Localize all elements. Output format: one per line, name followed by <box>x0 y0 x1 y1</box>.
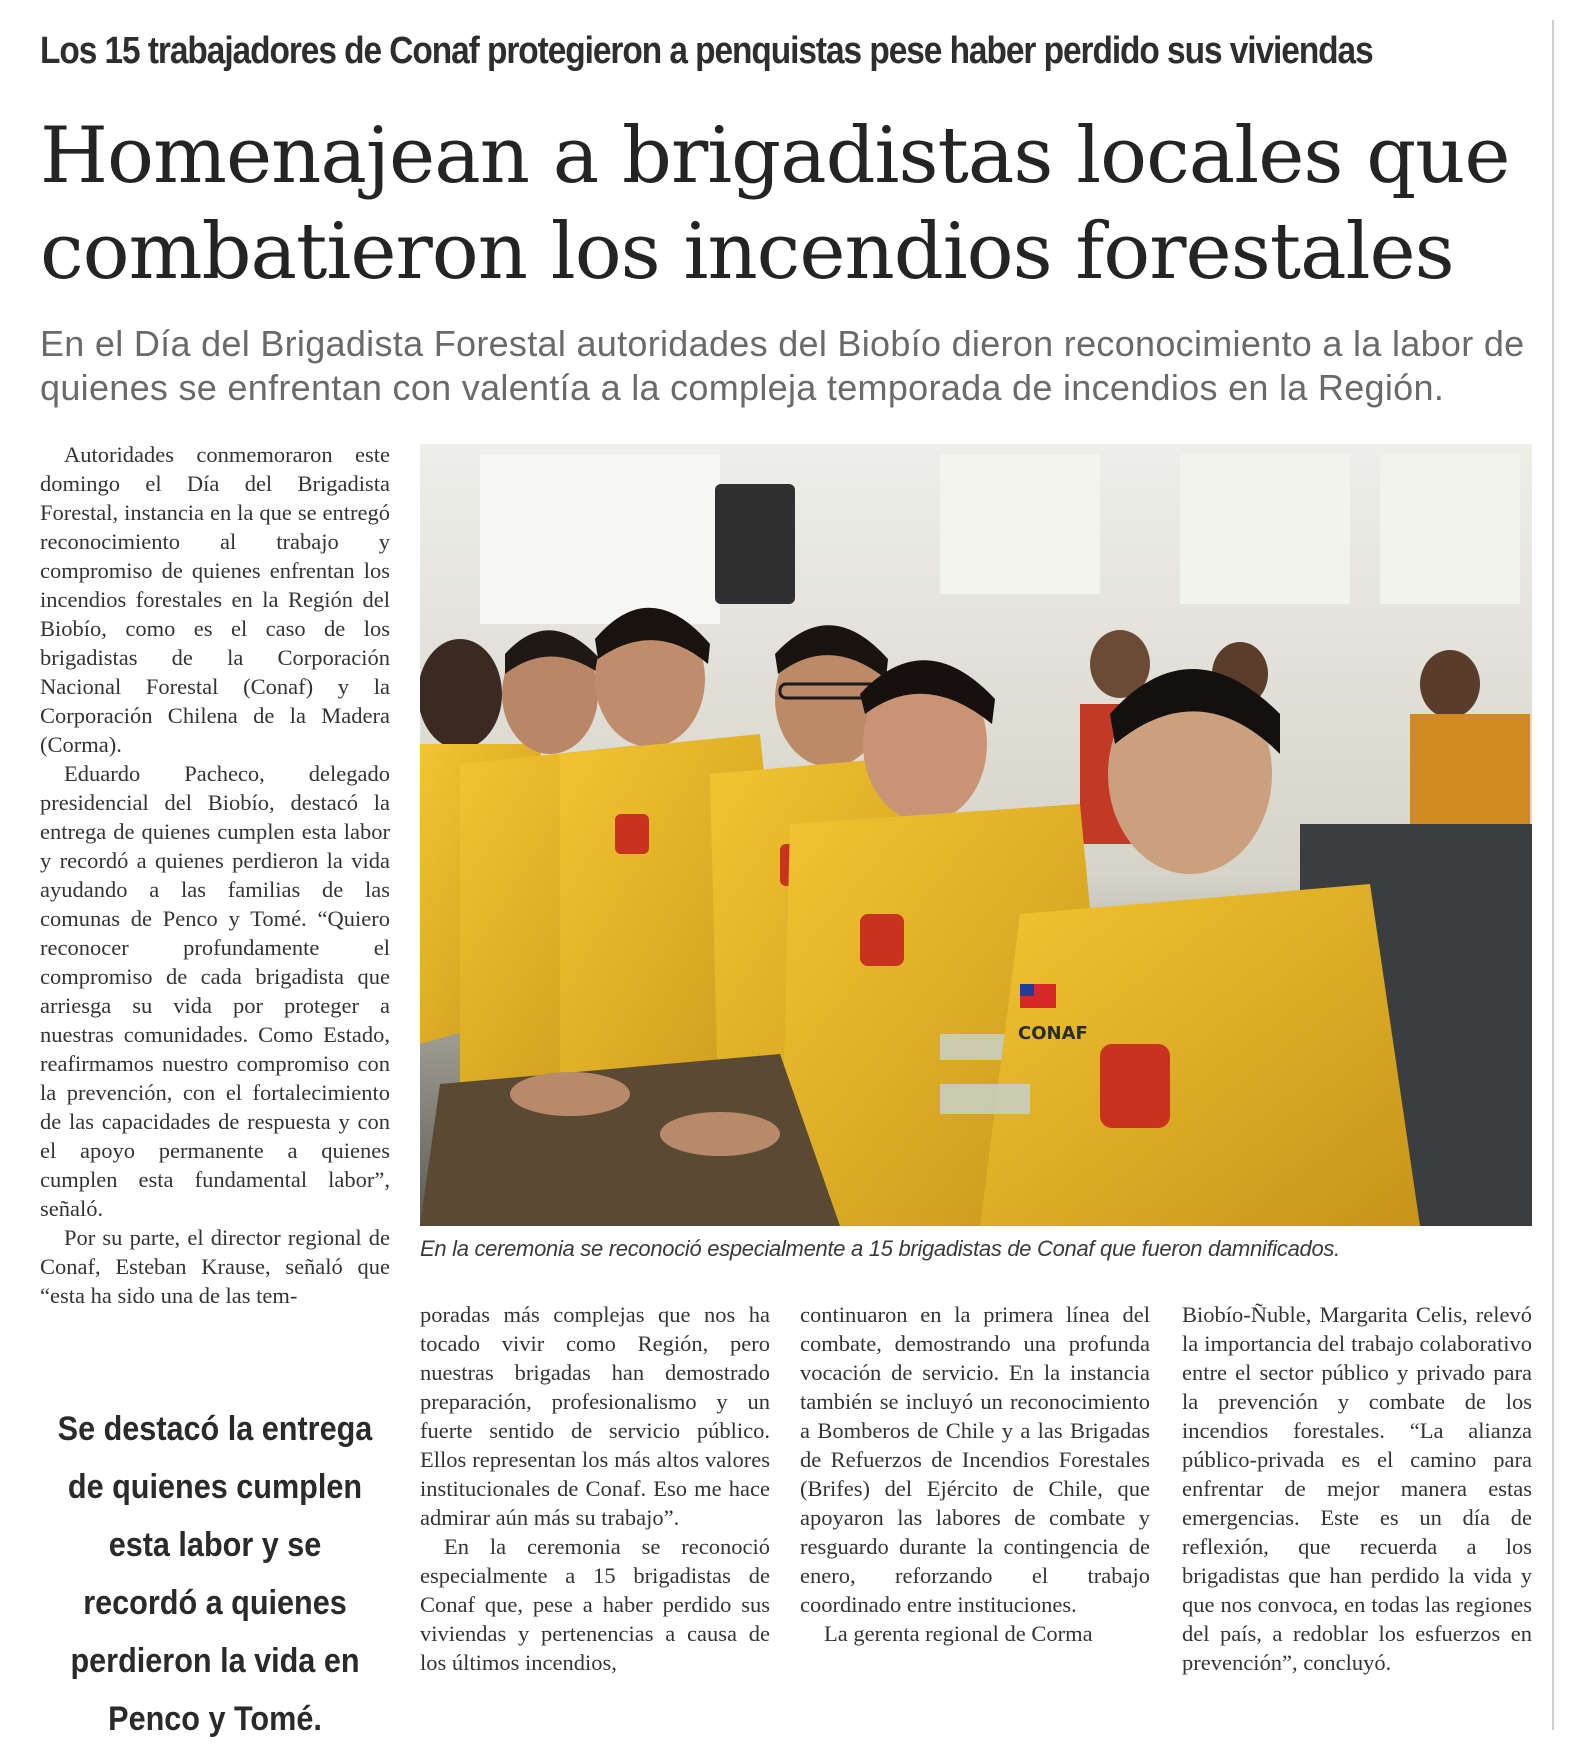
window <box>480 454 720 624</box>
brigadista-head <box>420 639 502 749</box>
headline-line-2: combatieron los incendios forestales <box>40 207 1454 297</box>
paragraph: Autoridades conmemoraron este domingo el Día del Brigadista Forestal, instancia en la que se entregó reconocimiento al trabajo y compromiso de quienes enfrentan los incendios forestales en la Región del Biobío, como es el caso de los brigadistas de la Corporación Nacional Forestal (Conaf) y la Corporación Chilena de la Madera (Corma). <box>40 442 390 757</box>
headline <box>40 108 1540 300</box>
headline-line-1: Homenajean a brigadistas locales que <box>40 111 1510 201</box>
speaker <box>715 484 795 604</box>
kicker: Los 15 trabajadores de Conaf protegieron a penquistas pese haber perdido sus viviendas <box>40 30 1373 72</box>
paragraph: continuaron en la primera línea del combate, demostrando una profunda vocación de servicio. En la instancia también se incluyó un reconocimiento a Bomberos de Chile y a las Brigadas de Refuerzos de Incendios Forestales (Brifes) del Ejército de Chile, que apoyaron las labores de combate y resguardo durante la contingencia de enero, reforzando el trabajo coordinado entre instituciones. <box>800 1302 1150 1617</box>
chile-flag-patch-blue <box>1020 984 1034 996</box>
page-edge-rule <box>1552 20 1554 1730</box>
reflective-stripe <box>940 1084 1030 1114</box>
paragraph: Biobío-Ñuble, Margarita Celis, relevó la importancia del trabajo colaborativo entre el sector público y privado para la prevención y combate de los incendios forestales. “La alianza público-privada es el camino para enfrentar de mejor manera estas emergencias. Este es un día de reflexión, que recuerda a los brigadistas que han perdido la vida y que nos convoca, en todas las regiones del país, a redoblar los esfuerzos en prevención”, concluyó. <box>1182 1302 1532 1675</box>
photo-caption: En la ceremonia se reconoció especialmente a 15 brigadistas de Conaf que fueron damnificados. <box>420 1236 1340 1261</box>
paragraph: poradas más complejas que nos ha tocado vivir como Región, pero nuestras brigadas han demostrado preparación, profesionalismo y un fuerte sentido de servicio público. Ellos representan los más altos valores institucionales de Conaf. Eso me hace admirar aún más su trabajo”. <box>420 1302 770 1530</box>
brigadista-hands <box>510 1072 630 1116</box>
window <box>940 454 1100 594</box>
window <box>1380 454 1520 604</box>
uniform-badge <box>615 814 649 854</box>
subhead: En el Día del Brigadista Forestal autoridades del Biobío dieron reconocimiento a la labor de quienes se enfrentan con valentía a la compleja temporada de incendios en la Región. <box>40 323 1525 408</box>
body-column-3 <box>800 1300 1150 1648</box>
paragraph: Eduardo Pacheco, delegado presidencial del Biobío, destacó la entrega de quienes cumplen esta labor y recordó a quienes perdieron la vida ayudando a las familias de las comunas de Penco y Tomé. “Quiero reconocer profundamente el compromiso de cada brigadista que arriesga su vida por proteger a nuestras comunidades. Como Estado, reafirmamos nuestro compromiso con la prevención, con el fortalecimiento de las capacidades de respuesta y con el apoyo permanente a quienes cumplen esta fundamental labor”, señaló. <box>40 761 390 1221</box>
paragraph: En la ceremonia se reconoció especialmente a 15 brigadistas de Conaf que, pese a haber perdido sus viviendas y pertenencias a causa de los últimos incendios, <box>420 1534 770 1675</box>
article-photo <box>420 444 1532 1226</box>
audience-body <box>1410 714 1530 834</box>
brigadistas-photo <box>420 444 1532 1226</box>
uniform-badge <box>1100 1044 1170 1128</box>
audience-head <box>1420 650 1480 718</box>
pull-quote: Se destacó la entrega de quienes cumplen esta labor y se recordó a quienes perdieron la vida en Penco y Tomé. <box>57 1410 373 1738</box>
conaf-logo-text: CONAF <box>1018 1023 1088 1044</box>
brigadista-uniform <box>980 884 1420 1226</box>
brigadista-hands <box>660 1112 780 1156</box>
body-column-2 <box>420 1300 770 1677</box>
body-column-4 <box>1182 1300 1532 1677</box>
uniform-badge <box>860 914 904 966</box>
paragraph: Por su parte, el director regional de Conaf, Esteban Krause, señaló que “esta ha sido una de las tem- <box>40 1225 390 1308</box>
window <box>1180 454 1350 604</box>
body-column-1 <box>40 440 390 1310</box>
paragraph: La gerenta regional de Corma <box>824 1621 1093 1646</box>
